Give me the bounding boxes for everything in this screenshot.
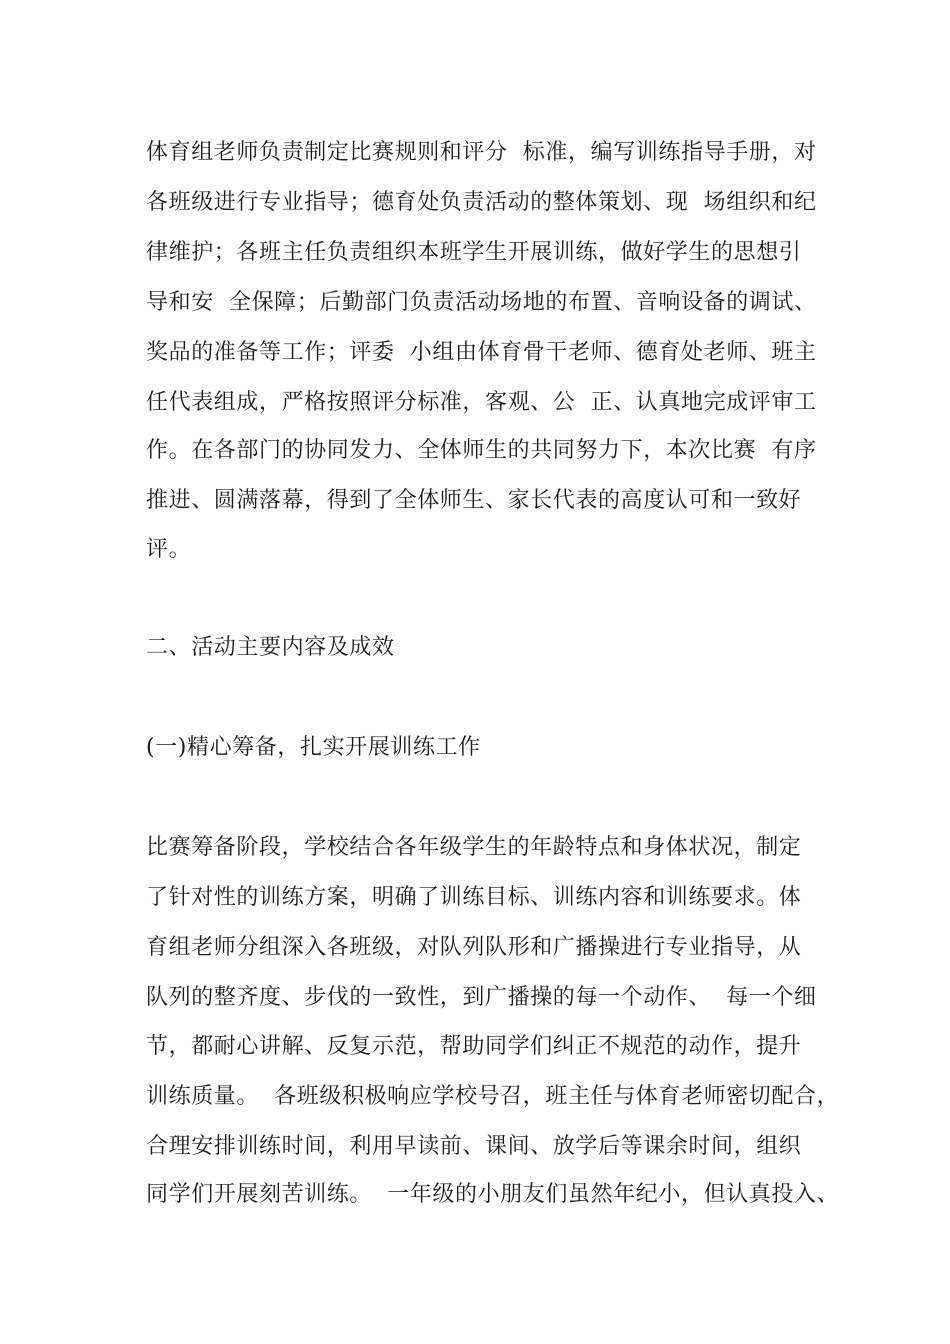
paragraph-line: 评。 (146, 537, 192, 562)
paragraph-line: 队列的整齐度、步伐的一致性，到广播操的每一个动作、 每一个细 (146, 985, 817, 1010)
subsection-heading: (一)精心筹备，扎实开展训练工作 (146, 735, 481, 760)
section-heading: 二、活动主要内容及成效 (146, 635, 395, 660)
paragraph-line: 作。在各部门的协同发力、全体师生的共同努力下，本次比赛 有序 (146, 438, 817, 463)
paragraph-line: 推进、圆满落幕，得到了全体师生、家长代表的高度认可和一致好 (146, 488, 802, 513)
paragraph-line: 同学们开展刻苦训练。 一年级的小朋友们虽然年纪小，但认真投入、 (146, 1182, 840, 1207)
paragraph-line: 节，都耐心讲解、反复示范，帮助同学们纠正不规范的动作，提升 (146, 1034, 802, 1059)
paragraph-line: 任代表组成，严格按照评分标准，客观、公 正、认真地完成评审工 (146, 390, 817, 415)
paragraph-line: 体育组老师负责制定比赛规则和评分 标准，编写训练指导手册，对 (146, 140, 817, 165)
paragraph-line: 导和安 全保障；后勤部门负责活动场地的布置、音响设备的调试、 (146, 290, 817, 315)
paragraph-line: 奖品的准备等工作；评委 小组由体育骨干老师、德育处老师、班主 (146, 340, 817, 365)
paragraph-line: 训练质量。 各班级积极响应学校号召，班主任与体育老师密切配合， (146, 1084, 840, 1109)
paragraph-line: 育组老师分组深入各班级，对队列队形和广播操进行专业指导，从 (146, 935, 802, 960)
paragraph-line: 律维护；各班主任负责组织本班学生开展训练，做好学生的思想引 (146, 240, 802, 265)
paragraph-line: 比赛筹备阶段，学校结合各年级学生的年龄特点和身体状况，制定 (146, 835, 802, 860)
paragraph-line: 合理安排训练时间，利用早读前、课间、放学后等课余时间，组织 (146, 1134, 802, 1159)
paragraph-line: 各班级进行专业指导；德育处负责活动的整体策划、现 场组织和纪 (146, 190, 817, 215)
paragraph-line: 了针对性的训练方案，明确了训练目标、训练内容和训练要求。体 (146, 885, 802, 910)
